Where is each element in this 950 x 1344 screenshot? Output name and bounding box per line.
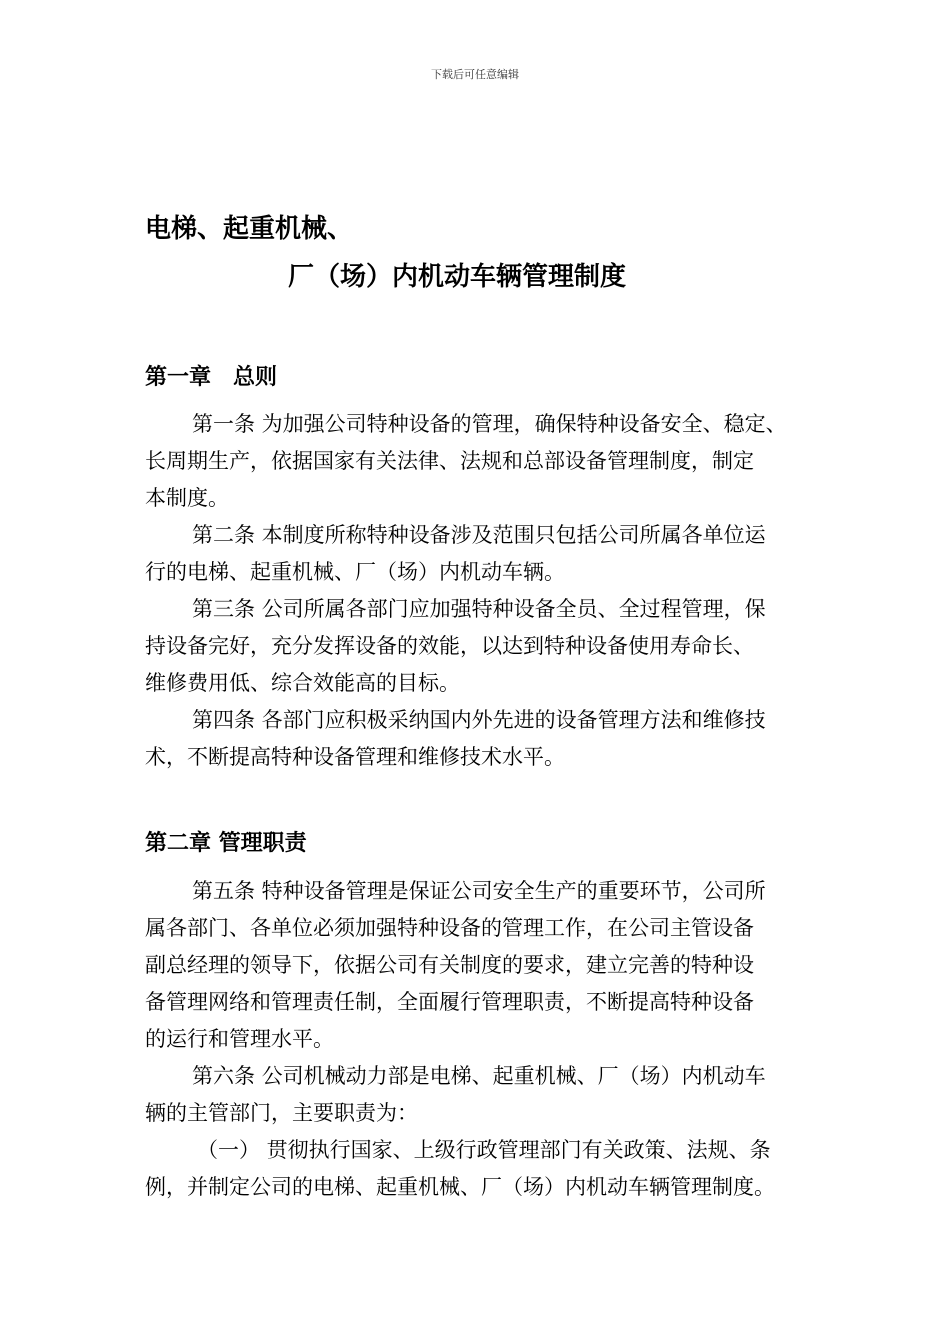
text-line: 副总经理的领导下，依据公司有关制度的要求，建立完善的特种设 <box>145 953 754 977</box>
article-4 <box>145 702 825 776</box>
text-line: 行的电梯、起重机械、厂（场）内机动车辆。 <box>145 560 565 584</box>
chapter-2-heading: 第二章 管理职责 <box>145 831 307 856</box>
text-line: 第五条 特种设备管理是保证公司安全生产的重要环节，公司所 <box>192 879 766 903</box>
text-line: 第一条 为加强公司特种设备的管理，确保特种设备安全、稳定、 <box>192 412 787 436</box>
text-line: 例，并制定公司的电梯、起重机械、厂（场）内机动车辆管理制度。 <box>145 1175 775 1199</box>
text-line: （一） 贯彻执行国家、上级行政管理部门有关政策、法规、条 <box>197 1138 771 1162</box>
text-line: 持设备完好，充分发挥设备的效能，以达到特种设备使用寿命长、 <box>145 634 754 658</box>
article-2 <box>145 517 825 591</box>
text-line: 备管理网络和管理责任制，全面履行管理职责，不断提高特种设备 <box>145 990 754 1014</box>
article-5 <box>145 873 825 1058</box>
text-line: 第二条 本制度所称特种设备涉及范围只包括公司所属各单位运 <box>192 523 766 547</box>
text-line: 本制度。 <box>145 486 229 510</box>
text-line: 辆的主管部门，主要职责为： <box>145 1101 418 1125</box>
article-6-item-1 <box>145 1132 825 1206</box>
text-line: 术，不断提高特种设备管理和维修技术水平。 <box>145 745 565 769</box>
text-line: 第四条 各部门应积极采纳国内外先进的设备管理方法和维修技 <box>192 708 766 732</box>
text-line: 属各部门、各单位必须加强特种设备的管理工作，在公司主管设备 <box>145 916 754 940</box>
article-3 <box>145 591 825 702</box>
document-title-line-1: 电梯、起重机械、 <box>145 214 354 244</box>
text-line: 第三条 公司所属各部门应加强特种设备全员、全过程管理，保 <box>192 597 766 621</box>
chapter-1-heading: 第一章 总则 <box>145 365 278 390</box>
text-line: 长周期生产，依据国家有关法律、法规和总部设备管理制度，制定 <box>145 449 754 473</box>
header-note: 下载后可任意编辑 <box>431 68 519 81</box>
text-line: 的运行和管理水平。 <box>145 1027 334 1051</box>
text-line: 第六条 公司机械动力部是电梯、起重机械、厂（场）内机动车 <box>192 1064 766 1088</box>
article-1 <box>145 406 825 517</box>
article-6 <box>145 1058 825 1132</box>
document-title-line-2: 厂（场）内机动车辆管理制度 <box>288 262 627 292</box>
text-line: 维修费用低、综合效能高的目标。 <box>145 671 460 695</box>
